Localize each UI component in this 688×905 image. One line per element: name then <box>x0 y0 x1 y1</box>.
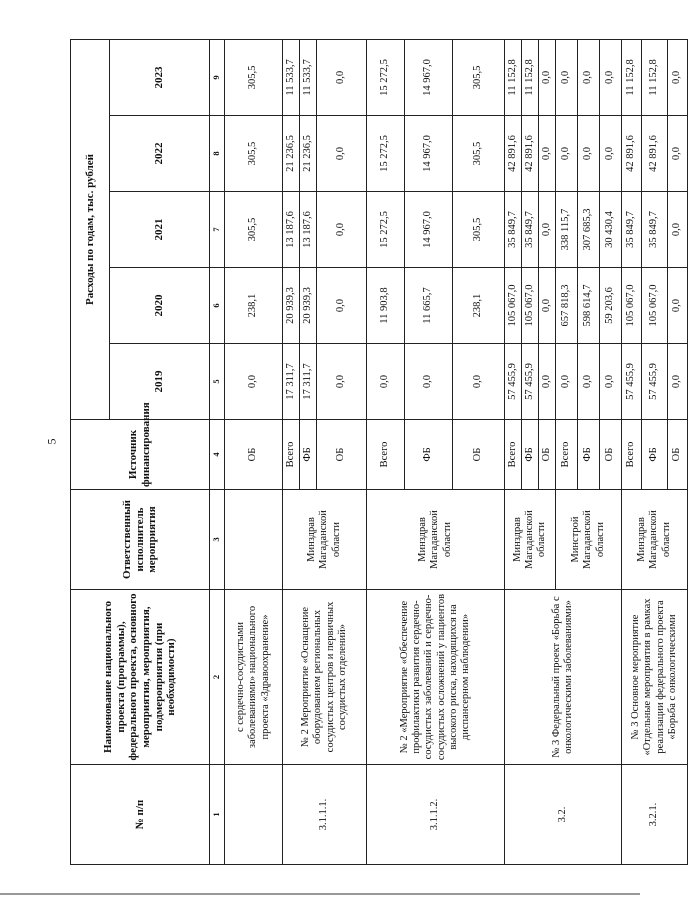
value-cell: 0,0 <box>317 116 367 192</box>
row-source: ОБ <box>600 420 622 490</box>
value-cell: 0,0 <box>600 116 622 192</box>
value-cell: 0,0 <box>539 192 556 268</box>
row-executor: Минздрав Магаданской области <box>622 490 688 590</box>
value-cell: 0,0 <box>539 116 556 192</box>
value-cell: 238,1 <box>453 268 505 344</box>
value-cell: 0,0 <box>668 39 688 115</box>
value-cell: 11 152,8 <box>622 39 642 115</box>
value-cell: 0,0 <box>539 344 556 420</box>
value-cell: 657 818,3 <box>556 268 578 344</box>
value-cell: 11 533,7 <box>300 39 317 115</box>
row-source: ОБ <box>225 420 283 490</box>
header-year: 2023 <box>110 39 210 115</box>
header-num: № п/п <box>71 765 210 865</box>
value-cell: 21 236,5 <box>283 116 300 192</box>
value-cell: 305,5 <box>225 39 283 115</box>
value-cell: 305,5 <box>453 39 505 115</box>
value-cell: 0,0 <box>578 344 600 420</box>
row-number: 3.1.1.2. <box>367 765 505 865</box>
col-number: 2 <box>210 590 225 765</box>
header-source: Источник финансирования <box>71 420 210 490</box>
value-cell: 105 067,0 <box>505 268 522 344</box>
page-number: 5 <box>44 438 59 445</box>
value-cell: 35 849,7 <box>505 192 522 268</box>
value-cell: 0,0 <box>668 268 688 344</box>
row-name: № 3 Федеральный проект «Борьба с онкологическими заболеваниями» <box>505 590 622 765</box>
value-cell: 57 455,9 <box>522 344 539 420</box>
header-expenses: Расходы по годам, тыс. рублей <box>71 39 110 419</box>
row-source: ФБ <box>642 420 668 490</box>
value-cell: 35 849,7 <box>522 192 539 268</box>
value-cell: 598 614,7 <box>578 268 600 344</box>
value-cell: 20 939,3 <box>283 268 300 344</box>
row-name: № 2 Мероприятие «Оснащение оборудованием региональных сосудистых центров и первичных сосудистых отделений» <box>283 590 367 765</box>
value-cell: 0,0 <box>367 344 405 420</box>
row-source: ОБ <box>317 420 367 490</box>
value-cell: 14 967,0 <box>405 39 453 115</box>
row-source: Всего <box>283 420 300 490</box>
row-number: 3.2. <box>505 765 622 865</box>
col-number: 7 <box>210 192 225 268</box>
value-cell: 305,5 <box>225 116 283 192</box>
row-executor: Минстрой Магаданской области <box>556 490 622 590</box>
value-cell: 57 455,9 <box>642 344 668 420</box>
value-cell: 11 665,7 <box>405 268 453 344</box>
value-cell: 13 187,6 <box>283 192 300 268</box>
value-cell: 35 849,7 <box>622 192 642 268</box>
bottom-divider <box>0 893 640 895</box>
row-source: ОБ <box>668 420 688 490</box>
value-cell: 338 115,7 <box>556 192 578 268</box>
value-cell: 20 939,3 <box>300 268 317 344</box>
row-executor: Минздрав Магаданской области <box>283 490 367 590</box>
value-cell: 0,0 <box>225 344 283 420</box>
value-cell: 305,5 <box>225 192 283 268</box>
value-cell: 17 311,7 <box>283 344 300 420</box>
value-cell: 17 311,7 <box>300 344 317 420</box>
row-executor <box>225 490 283 590</box>
row-source: ОБ <box>539 420 556 490</box>
row-executor: Минздрав Магаданской области <box>505 490 556 590</box>
value-cell: 35 849,7 <box>642 192 668 268</box>
row-source: ОБ <box>453 420 505 490</box>
value-cell: 11 533,7 <box>283 39 300 115</box>
value-cell: 0,0 <box>668 116 688 192</box>
row-source: ФБ <box>522 420 539 490</box>
value-cell: 11 903,8 <box>367 268 405 344</box>
value-cell: 15 272,5 <box>367 116 405 192</box>
rotated-page <box>70 40 683 865</box>
col-number: 4 <box>210 420 225 490</box>
value-cell: 0,0 <box>556 344 578 420</box>
value-cell: 0,0 <box>578 116 600 192</box>
value-cell: 42 891,6 <box>522 116 539 192</box>
value-cell: 0,0 <box>405 344 453 420</box>
col-number: 1 <box>210 765 225 865</box>
row-executor: Минздрав Магаданской области <box>367 490 505 590</box>
col-number: 6 <box>210 268 225 344</box>
row-source: Всего <box>556 420 578 490</box>
value-cell: 57 455,9 <box>505 344 522 420</box>
value-cell: 238,1 <box>225 268 283 344</box>
value-cell: 307 685,3 <box>578 192 600 268</box>
value-cell: 0,0 <box>600 344 622 420</box>
col-number: 9 <box>210 39 225 115</box>
row-source: ФБ <box>405 420 453 490</box>
row-name: № 2 «Мероприятие «Обеспечение профилактики развития сердечно-сосудистых заболеваний и сердечно-сосудистых осложнений у пациентов высокого риска, находящихся на диспансерном наблюдении» <box>367 590 505 765</box>
value-cell: 57 455,9 <box>622 344 642 420</box>
expenses-table <box>70 39 688 865</box>
row-source: Всего <box>367 420 405 490</box>
header-year: 2021 <box>110 192 210 268</box>
value-cell: 11 152,8 <box>642 39 668 115</box>
header-year: 2022 <box>110 116 210 192</box>
header-executor: Ответственный исполнитель мероприятия <box>71 490 210 590</box>
value-cell: 21 236,5 <box>300 116 317 192</box>
value-cell: 59 203,6 <box>600 268 622 344</box>
value-cell: 13 187,6 <box>300 192 317 268</box>
header-year: 2019 <box>110 344 210 420</box>
value-cell: 0,0 <box>539 268 556 344</box>
value-cell: 0,0 <box>317 39 367 115</box>
value-cell: 42 891,6 <box>622 116 642 192</box>
value-cell: 11 152,8 <box>522 39 539 115</box>
value-cell: 14 967,0 <box>405 192 453 268</box>
row-name: с сердечно-сосудистыми заболеваниями» национального проекта «Здравоохранение» <box>225 590 283 765</box>
value-cell: 0,0 <box>317 268 367 344</box>
value-cell: 0,0 <box>317 192 367 268</box>
col-number: 8 <box>210 116 225 192</box>
value-cell: 0,0 <box>668 344 688 420</box>
row-number: 3.2.1. <box>622 765 688 865</box>
row-number <box>225 765 283 865</box>
value-cell: 0,0 <box>600 39 622 115</box>
row-number: 3.1.1.1. <box>283 765 367 865</box>
value-cell: 14 967,0 <box>405 116 453 192</box>
value-cell: 0,0 <box>539 39 556 115</box>
value-cell: 0,0 <box>578 39 600 115</box>
value-cell: 15 272,5 <box>367 192 405 268</box>
col-number: 3 <box>210 490 225 590</box>
row-name: № 3 Основное мероприятие «Отдельные мероприятия в рамках реализации федерального проекта «Борьба с онкологическими <box>622 590 688 765</box>
row-source: Всего <box>622 420 642 490</box>
row-source: ФБ <box>578 420 600 490</box>
value-cell: 30 430,4 <box>600 192 622 268</box>
value-cell: 42 891,6 <box>505 116 522 192</box>
value-cell: 0,0 <box>317 344 367 420</box>
row-source: Всего <box>505 420 522 490</box>
row-source: ФБ <box>300 420 317 490</box>
value-cell: 0,0 <box>668 192 688 268</box>
value-cell: 11 152,8 <box>505 39 522 115</box>
col-number: 5 <box>210 344 225 420</box>
value-cell: 42 891,6 <box>642 116 668 192</box>
value-cell: 15 272,5 <box>367 39 405 115</box>
header-name: Наименование национального проекта (программы), федерального проекта, основного мероприятия, мероприятия, подмероприятия (при необходимости) <box>71 590 210 765</box>
value-cell: 0,0 <box>453 344 505 420</box>
value-cell: 105 067,0 <box>522 268 539 344</box>
value-cell: 105 067,0 <box>622 268 642 344</box>
value-cell: 305,5 <box>453 116 505 192</box>
value-cell: 305,5 <box>453 192 505 268</box>
header-year: 2020 <box>110 268 210 344</box>
value-cell: 0,0 <box>556 116 578 192</box>
value-cell: 105 067,0 <box>642 268 668 344</box>
value-cell: 0,0 <box>556 39 578 115</box>
